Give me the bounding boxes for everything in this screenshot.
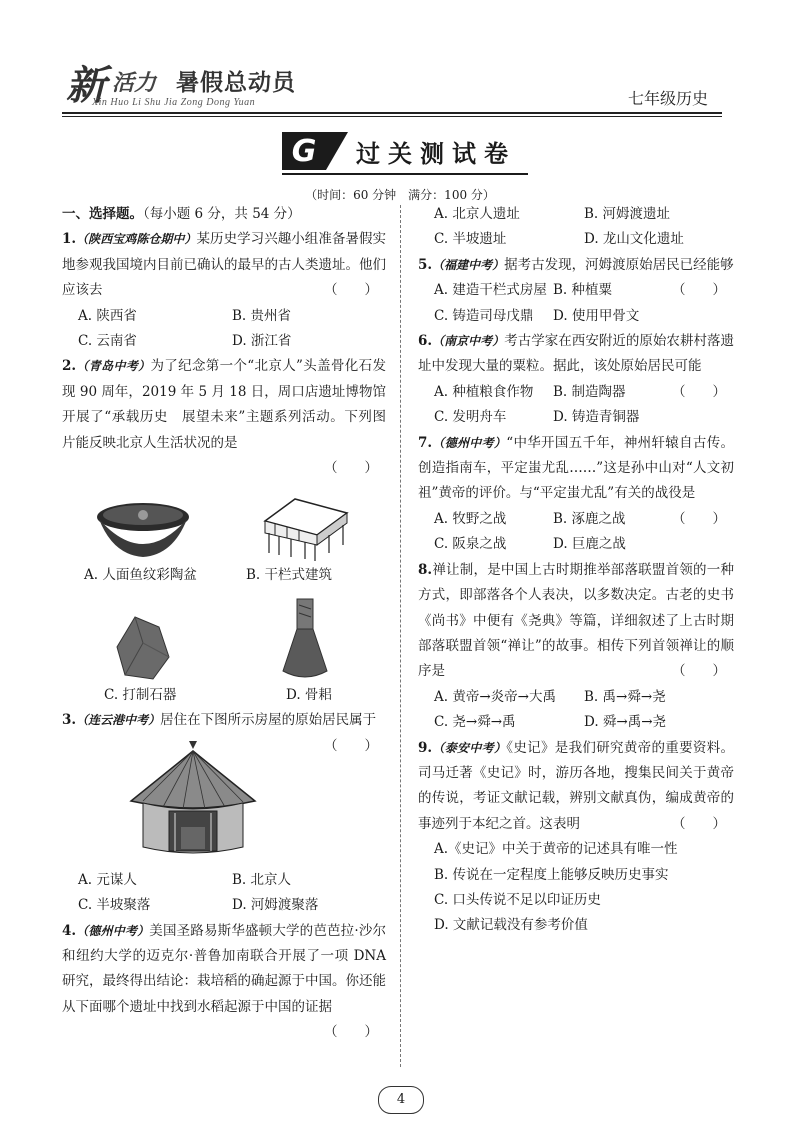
option-a[interactable]: A.《史记》中关于黄帝的记述具有唯一性 <box>434 841 678 858</box>
question-source: （连云港中考） <box>76 713 161 728</box>
subject-label: 七年级历史 <box>627 89 708 108</box>
option-b[interactable]: B. 河姆渡遗址 <box>584 206 671 222</box>
option-b[interactable]: B. 种植粟 <box>553 282 613 299</box>
option-d[interactable]: D. 巨鹿之战 <box>553 536 626 553</box>
question-number: 3. <box>62 712 77 729</box>
option-b[interactable]: B. 禹→舜→尧 <box>584 688 666 705</box>
question-text: 禅让制，是中国上古时期推举部落联盟首领的一种方式，即部落各个人表决，以多数决定。古老的史书《尚书》中便有《尧典》等篇，详细叙述了上古时期部落联盟首领“禅让”的故事。相传下列首领禅让的顺序是 <box>418 561 734 680</box>
question-text: 考古学家在西安附近的原始农耕村落遗址中发现大量的粟粒。据此，该处原始居民可能 <box>418 333 734 375</box>
option-a[interactable]: A. 牧野之战 <box>434 510 507 527</box>
option-c[interactable]: C. 半坡聚落 <box>78 897 151 914</box>
brand-pinyin: Xin Huo Li Shu Jia Zong Dong Yuan <box>92 97 256 108</box>
figure-caption-b[interactable]: B. 干栏式建筑 <box>246 567 333 584</box>
question-source: （青岛中考） <box>76 359 151 374</box>
option-a[interactable]: A. 北京人遗址 <box>434 206 520 222</box>
header-rule-thin <box>62 116 722 117</box>
option-d[interactable]: D. 浙江省 <box>232 333 292 350</box>
question-number: 1. <box>62 231 77 248</box>
section-label: 一、选择题。 <box>62 206 143 222</box>
time-and-score: （时间：60 分钟 满分：100 分） <box>305 188 495 202</box>
question-5 <box>418 253 734 329</box>
option-d[interactable]: D. 使用甲骨文 <box>553 307 640 324</box>
question-source: （泰安中考） <box>432 740 507 755</box>
answer-blank[interactable]: （ ） <box>672 815 726 832</box>
option-c[interactable]: C. 尧→舜→禹 <box>434 714 516 731</box>
question-text: 为了纪念第一个“北京人”头盖骨化石发现 90 周年，2019 年 5 月 18 日，周口店遗址博物馆开展了“承载历史 展望未来”主题系列活动。下列图片能反映北京人生活状况的是 <box>62 358 386 451</box>
answer-blank[interactable]: （ ） <box>324 1024 378 1041</box>
badge-tail <box>326 132 348 170</box>
option-c[interactable]: C. 云南省 <box>78 333 137 350</box>
answer-blank[interactable]: （ ） <box>672 282 726 299</box>
option-d[interactable]: D. 铸造青铜器 <box>553 409 640 426</box>
section-note: （每小题 6 分，共 54 分） <box>143 206 301 222</box>
question-number: 8. <box>418 561 433 578</box>
option-b[interactable]: B. 北京人 <box>232 871 292 888</box>
option-c[interactable]: C. 半坡遗址 <box>434 231 507 248</box>
question-4 <box>62 919 386 1041</box>
answer-blank[interactable]: （ ） <box>324 460 378 477</box>
brand-xin: 新 <box>66 62 106 109</box>
bone-spade-image[interactable] <box>275 597 335 683</box>
question-number: 7. <box>418 434 433 451</box>
option-b[interactable]: B. 传说在一定程度上能够反映历史事实 <box>434 866 669 883</box>
question-number: 5. <box>418 256 433 273</box>
question-6 <box>418 329 734 431</box>
question-source: （福建中考） <box>432 257 505 272</box>
banpo-round-house-image[interactable] <box>123 739 263 863</box>
option-d[interactable]: D. 舜→禹→尧 <box>584 714 667 731</box>
chipped-stone-tool-image[interactable] <box>113 613 173 683</box>
stilt-house-image[interactable] <box>255 493 355 563</box>
figure-caption-c[interactable]: C. 打制石器 <box>104 686 177 703</box>
option-b[interactable]: B. 涿鹿之战 <box>553 510 626 527</box>
option-a[interactable]: A. 陕西省 <box>78 307 137 324</box>
brand-title: 暑假总动员 <box>176 70 296 96</box>
question-number: 4. <box>62 922 77 939</box>
option-c[interactable]: C. 阪泉之战 <box>434 536 507 553</box>
figure-row <box>62 485 386 563</box>
option-a[interactable]: A. 种植粮食作物 <box>434 383 534 400</box>
question-number: 2. <box>62 358 77 375</box>
page-number: 4 <box>378 1086 424 1114</box>
question-8 <box>418 558 734 736</box>
unit-letter-badge: G <box>282 132 326 170</box>
question-source: （德州中考） <box>76 923 150 938</box>
option-c[interactable]: C. 口头传说不足以印证历史 <box>434 891 601 908</box>
question-4-options <box>418 202 734 253</box>
question-text: 美国圣路易斯华盛顿大学的芭芭拉·沙尔和纽约大学的迈克尔·普鲁加南联合开展了一项 DNA 研究，最终得出结论：栽培稻的确起源于中国。你还能从下面哪个遗址中找到水稻起源于中国的证据 <box>62 922 386 1015</box>
figure <box>62 734 324 868</box>
question-3 <box>62 708 386 918</box>
answer-blank[interactable]: （ ） <box>324 282 378 299</box>
option-d[interactable]: D. 龙山文化遗址 <box>584 231 684 248</box>
answer-blank[interactable]: （ ） <box>672 510 726 527</box>
right-column <box>418 202 734 939</box>
column-divider <box>400 205 401 1067</box>
question-source: （德州中考） <box>432 435 507 450</box>
question-text: 《史记》是我们研究黄帝的重要资料。司马迁著《史记》时，游历各地，搜集民间关于黄帝的传说，考证文献记载，辨别文献真伪，编成黄帝的事迹列于本纪之首。这表明 <box>418 739 734 832</box>
section-heading <box>62 202 386 227</box>
option-d[interactable]: D. 河姆渡聚落 <box>232 897 319 914</box>
option-a[interactable]: A. 元谋人 <box>78 871 137 888</box>
option-b[interactable]: B. 贵州省 <box>232 307 292 324</box>
question-text: “中华开国五千年，神州轩辕自古传。创造指南车，平定蚩尤乱……”这是孙中山对“人文初祖”黄帝的评价。与“平定蚩尤乱”有关的战役是 <box>418 434 734 502</box>
option-c[interactable]: C. 发明舟车 <box>434 409 507 426</box>
question-text: 某历史学习兴趣小组准备暑假实地参观我国境内目前已确认的最早的古人类遗址。他们应该去 <box>62 231 386 299</box>
question-text: 居住在下图所示房屋的原始居民属于 <box>160 712 377 729</box>
option-a[interactable]: A. 黄帝→炎帝→大禹 <box>434 688 556 705</box>
option-c[interactable]: C. 铸造司母戊鼎 <box>434 307 534 324</box>
answer-blank[interactable]: （ ） <box>672 383 726 400</box>
question-number: 6. <box>418 333 433 350</box>
figure-caption-a[interactable]: A. 人面鱼纹彩陶盆 <box>84 567 197 584</box>
question-1 <box>62 227 386 354</box>
option-b[interactable]: B. 制造陶器 <box>553 383 626 400</box>
question-source: （陕西宝鸡陈仓期中） <box>76 232 197 247</box>
option-a[interactable]: A. 建造干栏式房屋 <box>434 282 547 299</box>
question-9 <box>418 736 734 939</box>
question-2 <box>62 354 386 708</box>
question-7 <box>418 431 734 558</box>
option-d[interactable]: D. 文献记载没有参考价值 <box>434 917 588 934</box>
answer-blank[interactable]: （ ） <box>672 663 726 680</box>
left-column <box>62 202 386 1046</box>
figure-caption-d[interactable]: D. 骨耜 <box>286 686 332 703</box>
answer-blank[interactable]: （ ） <box>324 737 378 754</box>
question-text: 据考古发现，河姆渡原始居民已经能够 <box>504 256 734 273</box>
question-number: 9. <box>418 739 433 756</box>
page-title: 过关测试卷 <box>356 140 516 168</box>
figure-row <box>62 593 386 683</box>
brand-huoli: 活力 <box>112 71 157 96</box>
question-source: （南京中考） <box>432 334 505 349</box>
title-underline <box>282 173 528 175</box>
painted-pottery-basin-image[interactable] <box>93 499 193 563</box>
header-rule <box>62 112 722 114</box>
